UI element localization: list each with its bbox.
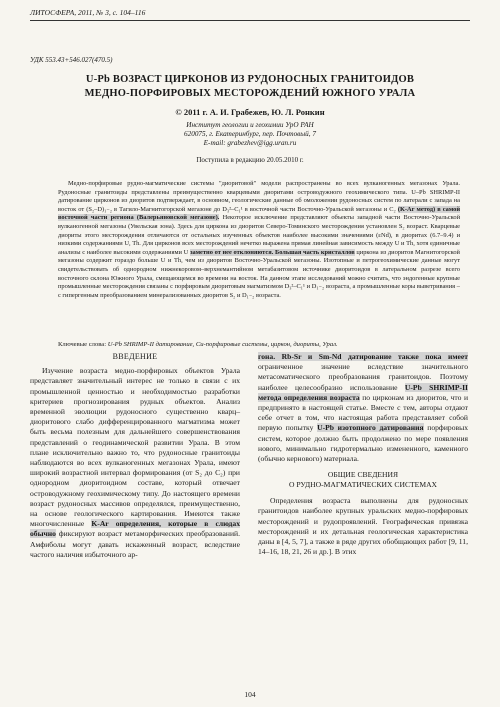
keywords	[58, 340, 460, 349]
section-heading-introduction: ВВЕДЕНИЕ	[112, 352, 158, 361]
keywords-label: Ключевые слова:	[58, 341, 107, 348]
right-highlight-3: U-Pb изотопного датирования	[317, 423, 424, 433]
left-column	[30, 352, 240, 560]
right-highlight-2: U-Pb SHRIMP-II метода определения возраста	[258, 382, 468, 402]
abstract	[58, 180, 460, 300]
general-heading-line-1: ОБЩИЕ СВЕДЕНИЯ	[327, 470, 399, 480]
udk-code: УДК 553.43+546.027(470.5)	[30, 56, 113, 64]
introduction-paragraph	[30, 366, 240, 560]
page-number: 104	[244, 690, 256, 699]
general-heading-line-2: О РУДНО-МАГМАТИЧЕСКИХ СИСТЕМАХ	[288, 480, 438, 490]
continuation-paragraph	[258, 352, 468, 464]
right-column	[258, 352, 468, 557]
abstract-text-1: Медно-порфировые рудно-магматические системы "диоритовой" модели распространены во всех вулканогенных мегазонах Урала. Рудоносные гранитоиды представлены преимущественно кварцевыми диоритами островодужного геохимического типа. U–Pb SHRIMP-II датирование цирконов из диоритов подтверждает, в основном, геологические данные об омоложении рудоносных систем по латерали с запада на восток от (S₂–D)₁₋₂ в Тагило-Магнитогорской мегазоне до D₃²–C₁¹ в восточной части Восточно-Уральской мегазоны и C₂	[58, 180, 460, 213]
abstract-text-3: циркона из диоритов Магнитогорской мегазоны содержит гораздо больше U и Th, чем из диоритов Восточно-Уральской мегазоны. Изотопные и петрогеохимические данные могут свидетельствовать об однородном нижнекоровом–верхнемантийном метабазитовом источнике диоритоидов в латеральном разрезе всего восточного склона Южного Урала, смещающемся во времени на восток. На данном этапе исследований можно считать, что эндогенные крупные промышленные месторождения связаны с порфировым диоритовым магматизмом D₃²–C₁¹ и D₁₋₂ возраста, а промышленные коры выветривания – с гипергенным преобразованием минерализованных диоритов S₂ и D₁₋₂ возраста.	[58, 248, 460, 299]
title-line-1: U-Pb ВОЗРАСТ ЦИРКОНОВ ИЗ РУДОНОСНЫХ ГРАНИТОИДОВ	[85, 74, 415, 85]
section-heading-general	[258, 470, 468, 490]
received-date: Поступила в редакцию 20.05.2010 г.	[196, 156, 304, 164]
affiliation	[30, 121, 470, 148]
affiliation-email: E-mail: grabezhev@igg.uran.ru	[203, 139, 297, 147]
title-line-2: МЕДНО-ПОРФИРОВЫХ МЕСТОРОЖДЕНИЙ ЮЖНОГО УРАЛА	[84, 88, 416, 99]
header-rule	[30, 20, 470, 21]
paper-title	[30, 73, 470, 101]
general-paragraph: Определения возраста выполнены для рудоносных гранитоидов наиболее крупных уральских медно-порфировых месторождений и рудопроявлений. Географическая привязка месторождений и их детальная геологическая характеристика даны в [4, 5, 7], а также в ряде других обобщающих работ [9, 11, 14–16, 18, 21, 26 и др.]. В этих	[258, 496, 468, 557]
affiliation-address: 620075, г. Екатеринбург, пер. Почтовый, 7	[184, 130, 316, 138]
right-text-1: ограниченное значение вследствие значительного метасоматического преобразования гранитоидов. Поэтому наиболее целесообразно использование	[258, 362, 468, 392]
right-text-3: порфировых систем, которое должно быть продолжено по мере появления нового, минимально гидротермально измененного, каменного (обычно кернового) материала.	[258, 423, 468, 464]
intro-highlight: K-Ar определения, которые в слюдах обычно	[30, 519, 240, 539]
abstract-highlight-1: (K-Ar метод) в самой восточной части региона (Валерьяновской мегазоне).	[58, 205, 460, 222]
abstract-highlight-2: заметно от нее отклоняются. Большая часть кристаллов	[189, 248, 355, 256]
journal-header: ЛИТОСФЕРА, 2011, № 3, с. 104–116	[30, 8, 146, 17]
intro-text-1: Изучение возраста медно-порфировых объектов Урала представляет значительный интерес не только в связи с их промышленной ценностью и необходимостью разработки критериев прогнозирования рудных объектов. Анализ временной эволюции рудоносного существенно кварц–диоритового слабо дифференцированного магматизма может быть весьма полезным для дальнейшего совершенствования представлений о геодинамической развитии Урала. В этом плане исключительно важно то, что рудоносные гранитоиды наблюдаются во всех вулканогенных мегазонах Урала, имеют широкий возрастной интервал формирования (от S₂ до C₂) при однородном диоритоидном составе, который отвечает островодужному геохимическому типу. До настоящего времени возраст рудоносных массивов определялся, преимущественно, на основе геологического картирования. Имеются также многочисленные	[30, 366, 240, 529]
intro-text-2: фиксируют возраст метаморфических преобразований. Амфиболы могут давать искаженный возраст, вследствие частого наличия избыточного ар-	[30, 529, 240, 559]
abstract-text-2: Некоторое исключение представляют объекты западной части Восточно-Уральской вулканогенной мегазоны (Увельская зона). Здесь для циркона из диоритов Северо-Томинского месторождения установлен S₂ возраст. Кварцевые диориты этого месторождения отличаются от остальных изученных объектов наиболее высокими значениями (εNd), в диоритах (6.7–9.4) и низкими содержаниями U, Th. Для цирконов всех месторождений нечетко выражена прямая линейная зависимость между U и Th, хотя единичные анализы с наиболее высокими содержаниями U	[58, 214, 460, 256]
right-text-2: по цирконам из диоритов, что и предпринято в настоящей статье. Вместе с тем, авторы отдают себе отчет в том, что настоящая работа представляет собой первую попытку	[258, 392, 469, 433]
keywords-text: U-Pb SHRIMP-II датирование, Cu-порфировые системы, циркон, диориты, Урал.	[107, 341, 338, 348]
right-highlight-1: гона. Rb-Sr и Sm-Nd датирование также пока имеет	[258, 352, 468, 361]
affiliation-institute: Институт геологии и геохимии УрО РАН	[186, 121, 314, 129]
authors: © 2011 г. А. И. Грабежев, Ю. Л. Ронкин	[175, 107, 325, 117]
